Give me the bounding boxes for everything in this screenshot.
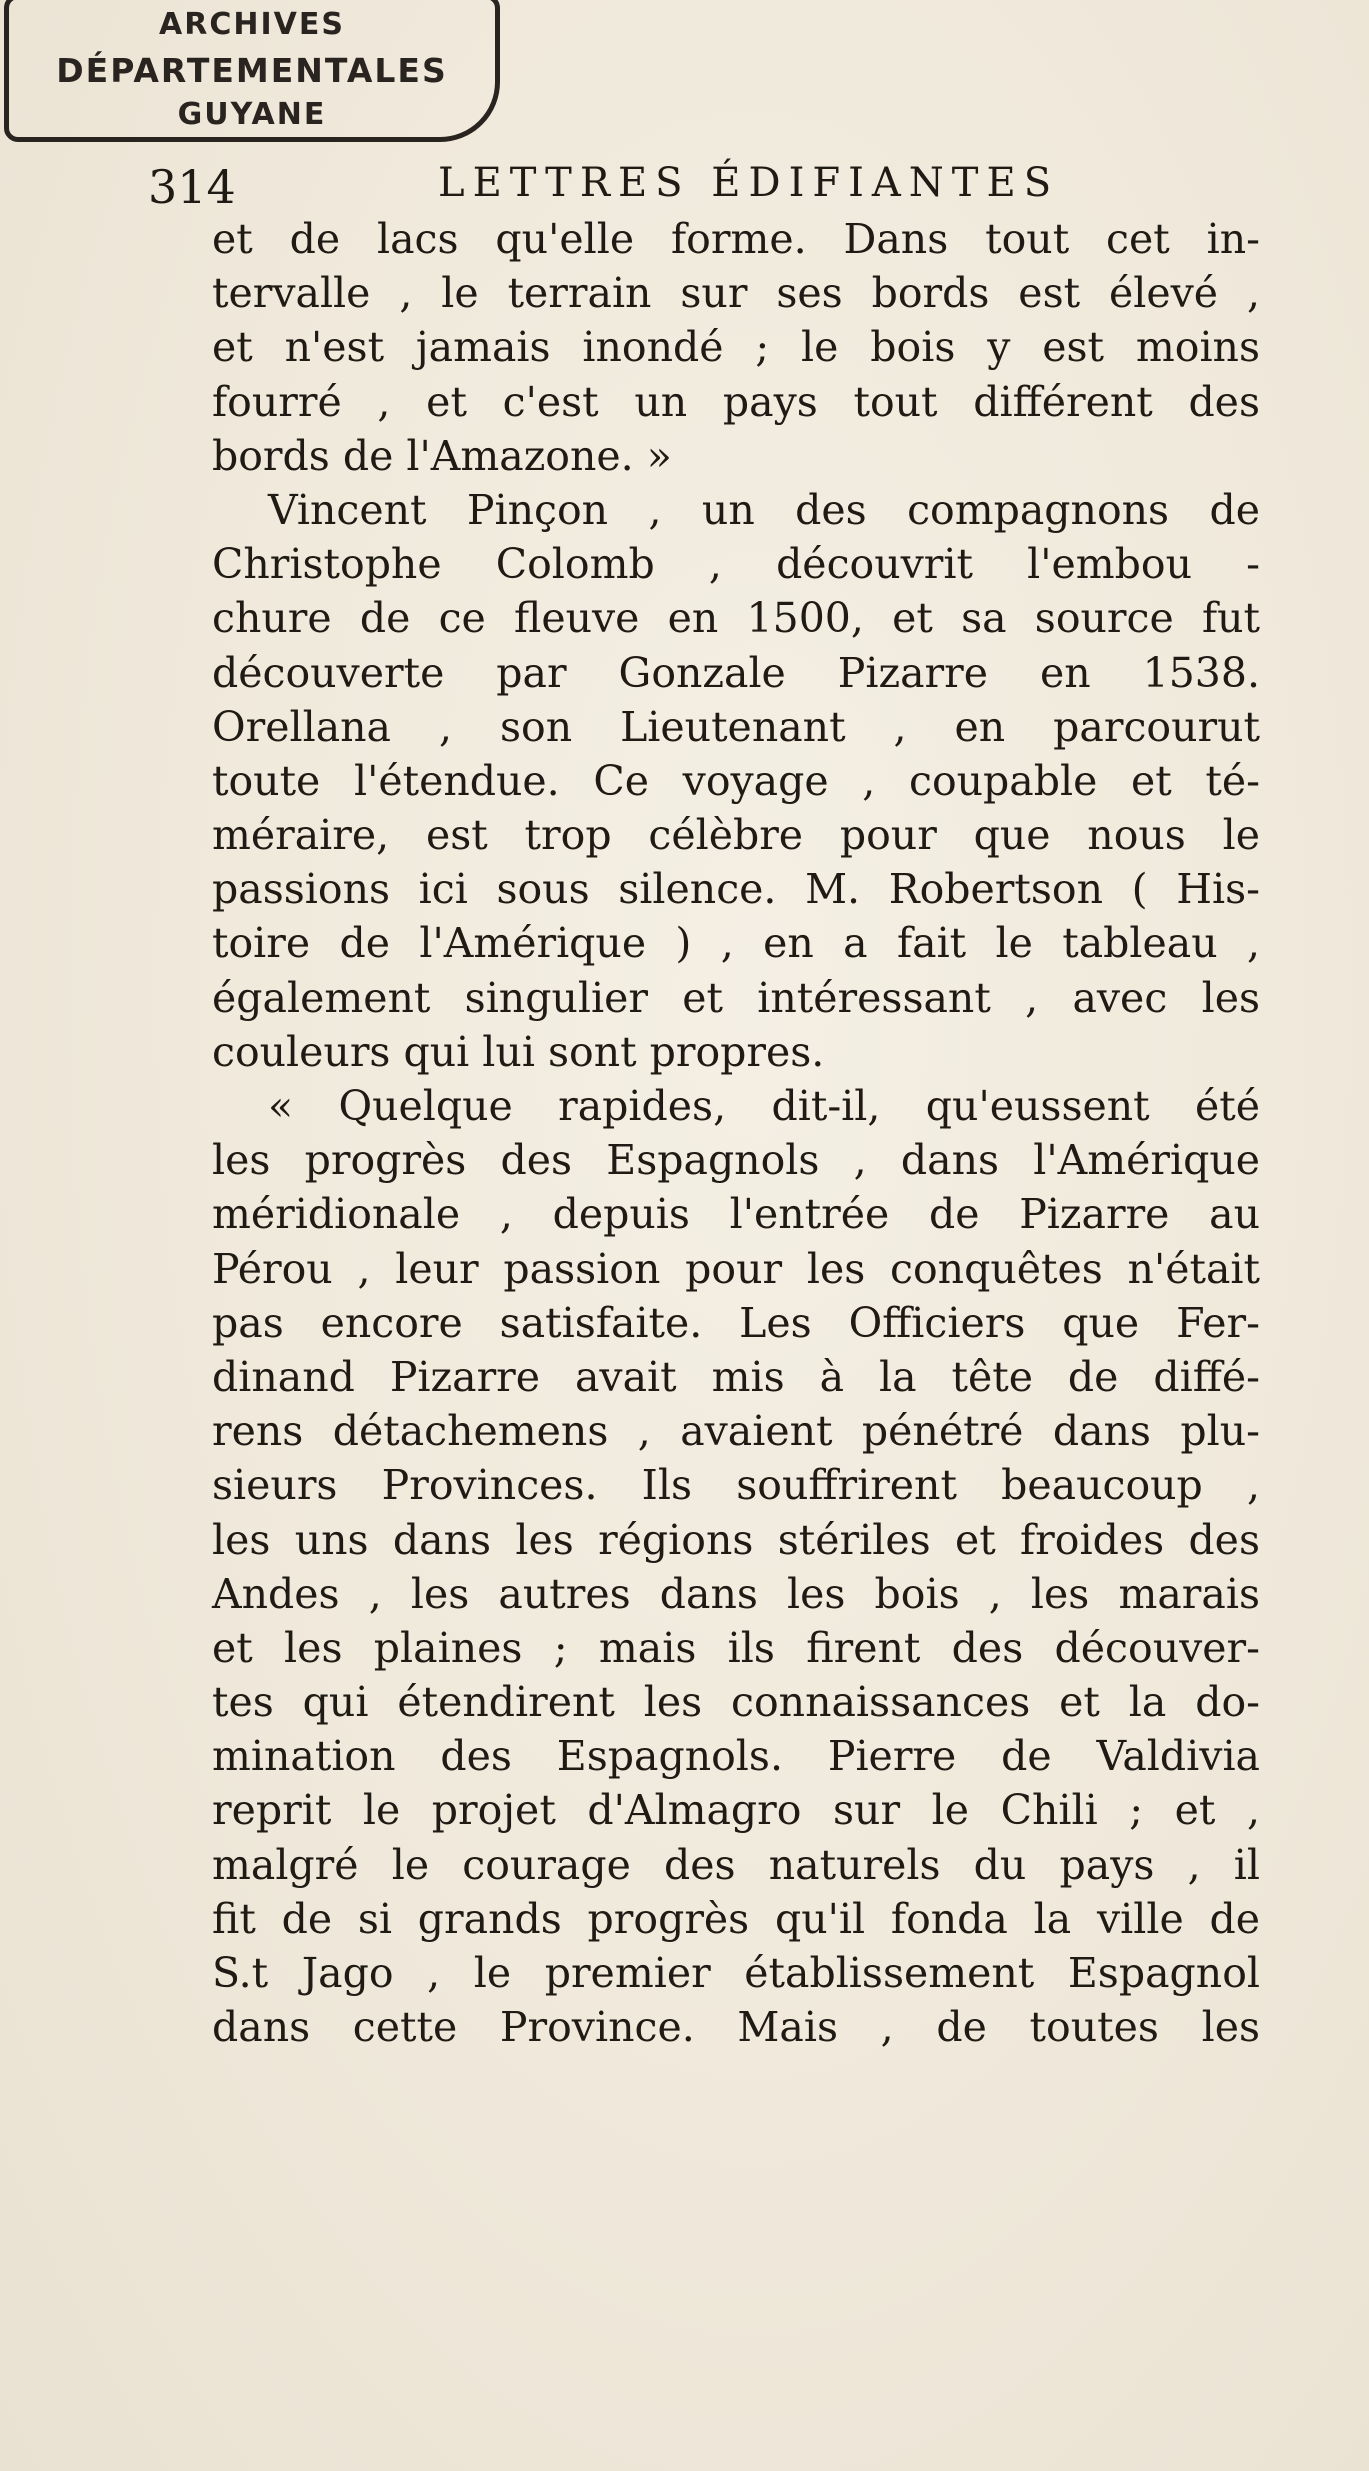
text-line: découverte par Gonzale Pizarre en 1538. xyxy=(212,648,1260,697)
text-line: fourré , et c'est un pays tout différent des xyxy=(212,377,1260,426)
text-line: Andes , les autres dans les bois , les marais xyxy=(212,1569,1260,1618)
text-line: bords de l'Amazone. » xyxy=(212,431,672,480)
text-line: Orellana , son Lieutenant , en parcourut xyxy=(212,702,1260,751)
text-line: également singulier et intéressant , avec les xyxy=(212,973,1260,1022)
stamp-line-1: ARCHIVES xyxy=(159,7,345,42)
text-line: S.t Jago , le premier établissement Espagnol xyxy=(212,1949,1260,1997)
text-line: et de lacs qu'elle forme. Dans tout cet in- xyxy=(212,215,1260,263)
text-line: Pérou , leur passion pour les conquêtes n'était xyxy=(212,1244,1260,1293)
text-line: méraire, est trop célèbre pour que nous le xyxy=(212,811,1260,860)
text-line: tes qui étendirent les connaissances et la do- xyxy=(212,1678,1260,1727)
text-line: sieurs Provinces. Ils souffrirent beaucoup , xyxy=(212,1461,1260,1510)
body-text xyxy=(212,212,1260,2054)
page-number: 314 xyxy=(148,160,236,214)
text-line: dans cette Province. Mais , de toutes les xyxy=(212,2003,1260,2052)
text-line: passions ici sous silence. M. Robertson ( His- xyxy=(212,865,1260,914)
text-line: toute l'étendue. Ce voyage , coupable et té- xyxy=(212,756,1260,805)
text-line: les uns dans les régions stériles et froides des xyxy=(212,1515,1260,1564)
text-line: dinand Pizarre avait mis à la tête de diffé- xyxy=(212,1352,1260,1401)
text-line: rens détachemens , avaient pénétré dans plu- xyxy=(212,1407,1260,1456)
text-line: Vincent Pinçon , un des compagnons de xyxy=(268,485,1260,534)
text-line: et les plaines ; mais ils firent des découver- xyxy=(212,1623,1260,1672)
text-line: tervalle , le terrain sur ses bords est élevé , xyxy=(212,269,1260,318)
text-line: mination des Espagnols. Pierre de Valdivia xyxy=(212,1732,1260,1781)
text-line: et n'est jamais inondé ; le bois y est moins xyxy=(212,323,1260,372)
text-line: malgré le courage des naturels du pays , il xyxy=(212,1840,1260,1889)
text-line: pas encore satisfaite. Les Officiers que Fer- xyxy=(212,1298,1260,1347)
stamp-line-3: GUYANE xyxy=(177,97,327,132)
text-line: les progrès des Espagnols , dans l'Amérique xyxy=(212,1136,1260,1185)
text-line: « Quelque rapides, dit-il, qu'eussent été xyxy=(268,1082,1260,1130)
text-line: fit de si grands progrès qu'il fonda la ville de xyxy=(212,1894,1260,1943)
text-line: Christophe Colomb , découvrit l'embou - xyxy=(212,540,1260,589)
text-line: reprit le projet d'Almagro sur le Chili ; et , xyxy=(212,1786,1260,1835)
running-head: LETTRES ÉDIFIANTES xyxy=(438,160,1060,206)
text-line: méridionale , depuis l'entrée de Pizarre au xyxy=(212,1190,1260,1239)
stamp-line-2: DÉPARTEMENTALES xyxy=(56,51,448,90)
text-line: chure de ce fleuve en 1500, et sa source fut xyxy=(212,594,1260,643)
text-line: couleurs qui lui sont propres. xyxy=(212,1027,825,1076)
archive-stamp xyxy=(4,0,500,142)
text-line: toire de l'Amérique ) , en a fait le tableau , xyxy=(212,919,1260,968)
